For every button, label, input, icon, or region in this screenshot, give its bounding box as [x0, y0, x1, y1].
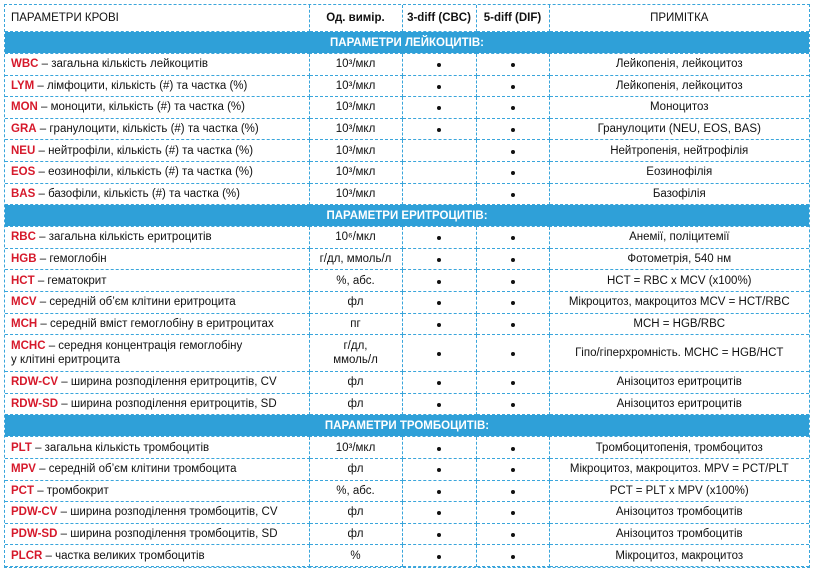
unit-text: 10³/мкл [335, 441, 376, 454]
unit-text-line2: ммоль/л [333, 354, 378, 367]
param-cell [5, 248, 309, 270]
table-row [5, 313, 809, 335]
note-cell: Лейкопенія, лейкоцитоз [549, 75, 809, 97]
diff3-cell [402, 270, 476, 292]
unit-cell [309, 458, 402, 480]
param-abbr: MCV [11, 296, 37, 309]
diff3-cell [402, 523, 476, 545]
unit-cell [309, 545, 402, 567]
diff3-cell [402, 183, 476, 205]
included-dot-icon [437, 106, 441, 110]
param-desc: – тромбокрит [34, 484, 109, 497]
diff5-cell [476, 502, 549, 524]
note-cell: Анізоцитоз еритроцитів [549, 372, 809, 394]
unit-text: фл [347, 527, 364, 540]
param-abbr: PCT [11, 484, 34, 497]
param-abbr: PDW-CV [11, 506, 58, 519]
note-cell: Гранулоцити (NEU, EOS, BAS) [549, 118, 809, 140]
note-cell: Мікроцитоз, макроцитоз [549, 545, 809, 567]
table-row [5, 118, 809, 140]
diff5-cell [476, 480, 549, 502]
diff5-cell [476, 393, 549, 415]
included-dot-icon [511, 468, 515, 472]
included-dot-icon [437, 236, 441, 240]
included-dot-icon [511, 490, 515, 494]
included-dot-icon [437, 128, 441, 132]
note-cell: Анізоцитоз еритроцитів [549, 393, 809, 415]
diff3-cell [402, 393, 476, 415]
unit-cell [309, 437, 402, 459]
param-desc: – нейтрофіли, кількість (#) та частка (%) [35, 144, 254, 157]
note-cell: PCT = PLT x MPV (x100%) [549, 480, 809, 502]
included-dot-icon [511, 85, 515, 89]
header-unit: Од. вимір. [309, 5, 402, 32]
param-desc: – гранулоцити, кількість (#) та частка (%) [36, 123, 259, 136]
unit-text: 10⁶/мкл [335, 231, 376, 244]
table-row [5, 502, 809, 524]
header-5diff: 5-diff (DIF) [476, 5, 549, 32]
param-abbr: HCT [11, 274, 35, 287]
param-abbr: WBC [11, 58, 39, 71]
diff5-cell [476, 523, 549, 545]
param-abbr: EOS [11, 166, 36, 179]
included-dot-icon [511, 236, 515, 240]
table-row [5, 140, 809, 162]
diff3-cell [402, 227, 476, 249]
diff3-cell [402, 480, 476, 502]
unit-text: 10³/мкл [335, 123, 376, 136]
param-cell [5, 458, 309, 480]
included-dot-icon [437, 468, 441, 472]
table-row [5, 291, 809, 313]
diff3-cell [402, 291, 476, 313]
param-desc: – середній вміст гемоглобіну в еритроцитах [37, 317, 274, 330]
param-cell [5, 118, 309, 140]
header-note: ПРИМІТКА [549, 5, 809, 32]
section-title: ПАРАМЕТРИ ЛЕЙКОЦИТІВ: [5, 32, 809, 54]
param-cell [5, 161, 309, 183]
included-dot-icon [437, 403, 441, 407]
included-dot-icon [511, 352, 515, 356]
param-abbr: RDW-CV [11, 376, 59, 389]
param-abbr: PLT [11, 441, 32, 454]
unit-text: 10³/мкл [335, 79, 376, 92]
diff5-cell [476, 161, 549, 183]
param-abbr: GRA [11, 123, 37, 136]
diff5-cell [476, 183, 549, 205]
table-header [5, 5, 809, 32]
diff5-cell [476, 270, 549, 292]
param-abbr: LYM [11, 79, 35, 92]
table-row [5, 270, 809, 292]
unit-text: фл [347, 398, 364, 411]
included-dot-icon [437, 301, 441, 305]
unit-text: 10³/мкл [335, 58, 376, 71]
unit-cell [309, 118, 402, 140]
diff5-cell [476, 335, 549, 372]
unit-cell [309, 97, 402, 119]
table-row [5, 227, 809, 249]
unit-cell [309, 372, 402, 394]
table-row [5, 161, 809, 183]
param-desc: – частка великих тромбоцитів [42, 549, 205, 562]
unit-cell [309, 335, 402, 372]
param-cell [5, 545, 309, 567]
included-dot-icon [437, 352, 441, 356]
table-row [5, 54, 809, 76]
diff5-cell [476, 227, 549, 249]
diff3-cell [402, 97, 476, 119]
included-dot-icon [437, 280, 441, 284]
unit-cell [309, 393, 402, 415]
param-abbr: MON [11, 101, 38, 114]
included-dot-icon [437, 533, 441, 537]
param-desc: – середня концентрація гемоглобіну [45, 340, 243, 353]
table-row [5, 97, 809, 119]
diff5-cell [476, 545, 549, 567]
diff3-cell [402, 335, 476, 372]
diff3-cell [402, 248, 476, 270]
param-cell [5, 75, 309, 97]
unit-text: 10³/мкл [335, 187, 376, 200]
diff3-cell [402, 75, 476, 97]
note-cell: Еозинофілія [549, 161, 809, 183]
param-cell [5, 502, 309, 524]
included-dot-icon [511, 63, 515, 67]
unit-cell [309, 313, 402, 335]
included-dot-icon [511, 301, 515, 305]
param-abbr: PLCR [11, 549, 43, 562]
diff5-cell [476, 313, 549, 335]
diff5-cell [476, 140, 549, 162]
note-cell: HCT = RBC x MCV (x100%) [549, 270, 809, 292]
param-abbr: MCHC [11, 340, 46, 353]
param-abbr: RBC [11, 231, 36, 244]
param-cell [5, 270, 309, 292]
diff5-cell [476, 97, 549, 119]
param-abbr: MCH [11, 317, 38, 330]
included-dot-icon [511, 171, 515, 175]
note-cell: Мікроцитоз, макроцитоз MCV = HCT/RBC [549, 291, 809, 313]
included-dot-icon [511, 533, 515, 537]
param-cell [5, 227, 309, 249]
unit-cell [309, 291, 402, 313]
blood-parameters-table-frame [4, 4, 810, 568]
unit-text: фл [347, 296, 364, 309]
unit-cell [309, 227, 402, 249]
param-desc: – ширина розподілення еритроцитів, SD [58, 398, 277, 411]
diff3-cell [402, 118, 476, 140]
included-dot-icon [437, 258, 441, 262]
table-row [5, 437, 809, 459]
included-dot-icon [511, 106, 515, 110]
diff5-cell [476, 291, 549, 313]
param-desc: – лімфоцити, кількість (#) та частка (%) [34, 79, 248, 92]
unit-text: %, абс. [336, 484, 375, 497]
diff5-cell [476, 248, 549, 270]
unit-text: г/дл, ммоль/л [319, 253, 392, 266]
note-cell: Фотометрія, 540 нм [549, 248, 809, 270]
unit-text: пг [350, 317, 361, 330]
header-3diff: 3-diff (CBC) [402, 5, 476, 32]
param-abbr: NEU [11, 144, 36, 157]
included-dot-icon [511, 128, 515, 132]
param-abbr: RDW-SD [11, 398, 59, 411]
diff5-cell [476, 54, 549, 76]
note-cell: Нейтропенія, нейтрофілія [549, 140, 809, 162]
param-cell [5, 183, 309, 205]
diff3-cell [402, 545, 476, 567]
unit-text: % [350, 549, 361, 562]
included-dot-icon [511, 280, 515, 284]
param-cell [5, 335, 309, 372]
included-dot-icon [437, 85, 441, 89]
included-dot-icon [511, 258, 515, 262]
diff3-cell [402, 437, 476, 459]
unit-cell [309, 248, 402, 270]
section-header-row [5, 415, 809, 437]
included-dot-icon [437, 381, 441, 385]
included-dot-icon [437, 447, 441, 451]
diff3-cell [402, 313, 476, 335]
unit-cell [309, 161, 402, 183]
section-title: ПАРАМЕТРИ ЕРИТРОЦИТІВ: [5, 205, 809, 227]
param-desc: – гематокрит [34, 274, 107, 287]
included-dot-icon [511, 403, 515, 407]
param-desc: – базофіли, кількість (#) та частка (%) [35, 187, 240, 200]
unit-text: фл [347, 506, 364, 519]
unit-text: %, абс. [336, 274, 375, 287]
param-cell [5, 313, 309, 335]
unit-cell [309, 54, 402, 76]
included-dot-icon [511, 447, 515, 451]
note-cell: Моноцитоз [549, 97, 809, 119]
table-row [5, 372, 809, 394]
section-header-row [5, 32, 809, 54]
included-dot-icon [511, 193, 515, 197]
diff3-cell [402, 161, 476, 183]
diff5-cell [476, 118, 549, 140]
table-row [5, 545, 809, 567]
table-row [5, 523, 809, 545]
param-desc: – ширина розподілення тромбоцитів, SD [57, 527, 278, 540]
unit-text: фл [347, 376, 364, 389]
unit-cell [309, 502, 402, 524]
diff3-cell [402, 502, 476, 524]
param-desc: – моноцити, кількість (#) та частка (%) [37, 101, 245, 114]
included-dot-icon [437, 511, 441, 515]
table-row [5, 480, 809, 502]
header-param: ПАРАМЕТРИ КРОВІ [5, 5, 309, 32]
note-cell: Лейкопенія, лейкоцитоз [549, 54, 809, 76]
included-dot-icon [511, 150, 515, 154]
note-cell: Анемії, поліцитемії [549, 227, 809, 249]
note-cell: Базофілія [549, 183, 809, 205]
table-row [5, 393, 809, 415]
diff3-cell [402, 458, 476, 480]
diff3-cell [402, 54, 476, 76]
diff3-cell [402, 140, 476, 162]
param-cell [5, 97, 309, 119]
table-row [5, 458, 809, 480]
unit-text: г/дл, [343, 340, 368, 353]
unit-cell [309, 270, 402, 292]
diff5-cell [476, 75, 549, 97]
unit-cell [309, 480, 402, 502]
included-dot-icon [511, 555, 515, 559]
note-cell: Анізоцитоз тромбоцитів [549, 502, 809, 524]
blood-parameters-table [5, 5, 809, 567]
unit-text: фл [347, 463, 364, 476]
note-cell: Гіпо/гіперхромність. MCHC = HGB/HCT [549, 335, 809, 372]
unit-text: 10³/мкл [335, 144, 376, 157]
param-desc: – середній об’єм клітини еритроцита [36, 296, 236, 309]
note-cell: Мікроцитоз, макроцитоз. MPV = PCT/PLT [549, 458, 809, 480]
param-desc: – гемоглобін [36, 253, 107, 266]
param-abbr: HGB [11, 253, 37, 266]
included-dot-icon [437, 490, 441, 494]
param-cell [5, 54, 309, 76]
param-cell [5, 437, 309, 459]
unit-cell [309, 523, 402, 545]
param-cell [5, 393, 309, 415]
unit-text: 10³/мкл [335, 166, 376, 179]
table-row [5, 335, 809, 372]
param-cell [5, 372, 309, 394]
param-abbr: MPV [11, 463, 36, 476]
param-desc-line2: у клітині еритроцита [11, 354, 120, 367]
diff5-cell [476, 437, 549, 459]
section-header-row [5, 205, 809, 227]
table-row [5, 183, 809, 205]
param-cell [5, 480, 309, 502]
param-desc: – загальна кількість тромбоцитів [31, 441, 210, 454]
unit-cell [309, 75, 402, 97]
unit-cell [309, 140, 402, 162]
note-cell: Тромбоцитопенія, тромбоцитоз [549, 437, 809, 459]
note-cell: Анізоцитоз тромбоцитів [549, 523, 809, 545]
section-title: ПАРАМЕТРИ ТРОМБОЦИТІВ: [5, 415, 809, 437]
param-desc: – середній об’єм клітини тромбоцита [35, 463, 237, 476]
table-row [5, 75, 809, 97]
param-desc: – загальна кількість лейкоцитів [38, 58, 209, 71]
included-dot-icon [437, 63, 441, 67]
included-dot-icon [511, 323, 515, 327]
unit-text: 10³/мкл [335, 101, 376, 114]
included-dot-icon [437, 555, 441, 559]
param-abbr: PDW-SD [11, 527, 58, 540]
diff5-cell [476, 458, 549, 480]
diff3-cell [402, 372, 476, 394]
param-abbr: BAS [11, 187, 36, 200]
note-cell: MCH = HGB/RBC [549, 313, 809, 335]
diff5-cell [476, 372, 549, 394]
param-desc: – еозинофіли, кількість (#) та частка (%) [35, 166, 253, 179]
param-cell [5, 140, 309, 162]
table-row [5, 248, 809, 270]
param-desc: – загальна кількість еритроцитів [35, 231, 212, 244]
param-desc: – ширина розподілення еритроцитів, CV [58, 376, 277, 389]
included-dot-icon [437, 323, 441, 327]
param-cell [5, 523, 309, 545]
table-body [5, 32, 809, 567]
param-cell [5, 291, 309, 313]
unit-cell [309, 183, 402, 205]
param-desc: – ширина розподілення тромбоцитів, CV [57, 506, 278, 519]
included-dot-icon [511, 381, 515, 385]
included-dot-icon [511, 511, 515, 515]
